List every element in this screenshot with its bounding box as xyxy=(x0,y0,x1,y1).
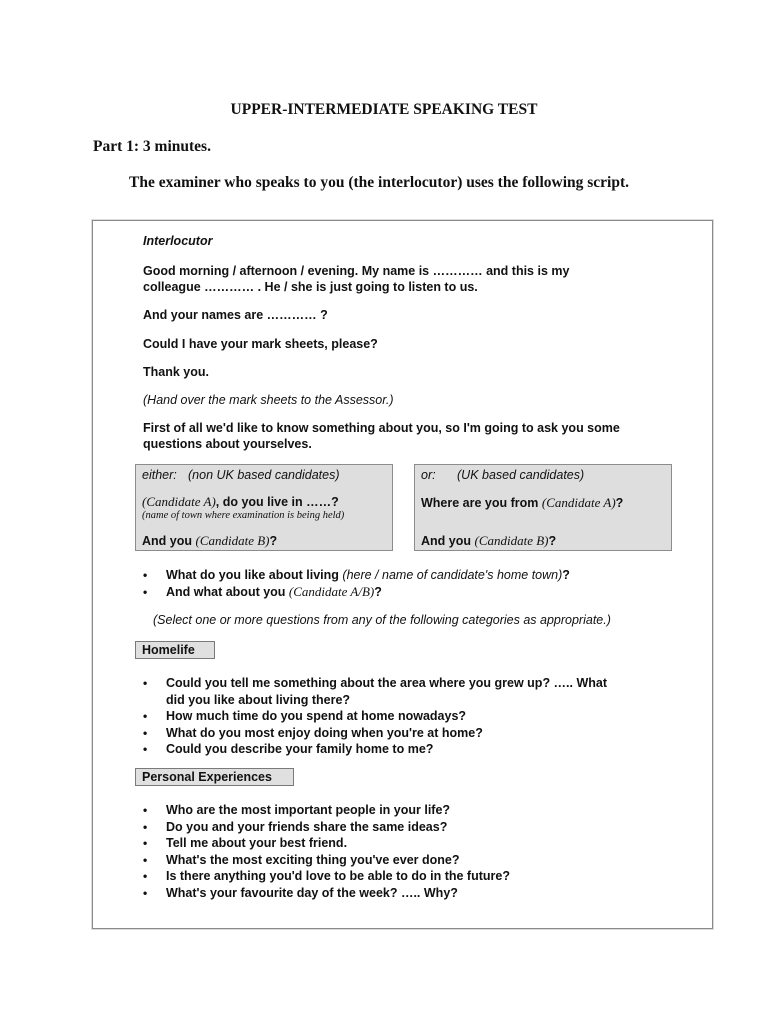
list-item xyxy=(143,675,673,708)
candidate-a-ref: (Candidate A) xyxy=(142,494,216,509)
list-item xyxy=(143,819,673,836)
qmark: ? xyxy=(374,584,382,599)
list-item xyxy=(143,708,673,725)
list-item xyxy=(143,835,673,852)
bullet: • xyxy=(143,725,148,740)
script-frame xyxy=(92,220,713,929)
bullet-text: Who are the most important people in your life? xyxy=(166,803,451,817)
bullet: • xyxy=(143,803,148,817)
qmark: ? xyxy=(548,534,557,548)
either-label: either: xyxy=(142,468,177,482)
qmark: ? xyxy=(269,534,278,548)
candidate-a-ref: (Candidate A) xyxy=(541,495,616,510)
bullet: • xyxy=(143,819,148,834)
town-note: (name of town where examination is being held) xyxy=(142,510,345,521)
bullet-text: What's the most exciting thing you've ever done? xyxy=(166,852,460,867)
bullet-text: How much time do you spend at home nowadays? xyxy=(166,709,467,723)
bullet: • xyxy=(143,852,148,867)
list-item xyxy=(143,567,673,584)
homelife-list xyxy=(143,675,673,758)
bullet-text: Is there anything you'd love to be able to do in the future? xyxy=(166,869,510,883)
uk-group-label: (UK based candidates) xyxy=(457,468,585,482)
bullet-text: Could you tell me something about the area where you grew up? ….. What xyxy=(166,676,608,690)
intro-text: The examiner who speaks to you (the interlocutor) uses the following script. xyxy=(129,174,629,191)
bullet: • xyxy=(143,584,148,599)
list-item xyxy=(143,802,673,819)
interlocutor-heading: Interlocutor xyxy=(143,234,213,248)
bullet-text-cont: did you like about living there? xyxy=(166,692,351,707)
bullet: • xyxy=(143,676,148,690)
list-item xyxy=(143,868,673,885)
follow-up-list xyxy=(143,567,673,600)
qmark: ? xyxy=(615,496,624,510)
hand-over-instruction: (Hand over the mark sheets to the Assessor.) xyxy=(143,393,394,407)
live-in-text: , do you live in ……? xyxy=(215,495,339,509)
first-of-all-line-2: questions about yourselves. xyxy=(143,437,312,451)
bullet-text: What do you most enjoy doing when you're at home? xyxy=(166,725,483,740)
thank-you: Thank you. xyxy=(143,365,209,379)
bullet: • xyxy=(143,869,148,883)
list-item xyxy=(143,725,673,742)
list-item xyxy=(143,885,673,902)
live-in-question xyxy=(142,494,339,510)
names-question: And your names are ………… ? xyxy=(143,308,328,322)
candidate-ab-ref: (Candidate A/B) xyxy=(288,583,375,599)
greeting-line-1: Good morning / afternoon / evening. My name is ………… and this is my xyxy=(143,264,570,278)
list-item xyxy=(143,741,673,758)
list-item xyxy=(143,852,673,869)
bullet-text: Do you and your friends share the same ideas? xyxy=(166,819,448,834)
greeting-line-2: colleague ………… . He / she is just going to listen to us. xyxy=(143,280,478,294)
bullet-text: What do you like about living xyxy=(166,568,339,582)
first-of-all-line-1: First of all we'd like to know something about you, so I'm going to ask you some xyxy=(143,421,620,435)
and-you-text: And you xyxy=(421,534,471,548)
select-instruction: (Select one or more questions from any of the following categories as appropriate.) xyxy=(153,613,611,627)
candidate-b-ref: (Candidate B) xyxy=(474,533,549,548)
where-from-question xyxy=(421,495,623,511)
and-you-right xyxy=(421,533,556,549)
bullet: • xyxy=(143,836,148,850)
mark-sheets-question: Could I have your mark sheets, please? xyxy=(143,337,378,351)
candidate-b-ref: (Candidate B) xyxy=(195,533,270,548)
bullet: • xyxy=(143,885,148,900)
bullet: • xyxy=(143,742,148,756)
and-you-text: And you xyxy=(142,534,192,548)
document-title: UPPER-INTERMEDIATE SPEAKING TEST xyxy=(230,101,538,118)
bullet: • xyxy=(143,568,148,582)
non-uk-candidates-box xyxy=(135,464,393,551)
uk-candidates-box xyxy=(414,464,672,551)
bullet-text: Could you describe your family home to me? xyxy=(166,742,434,756)
bullet: • xyxy=(143,709,148,723)
bullet-text: And what about you xyxy=(166,584,286,599)
or-label: or: xyxy=(421,468,436,482)
qmark: ? xyxy=(562,568,570,582)
list-item xyxy=(143,584,673,601)
and-you-left xyxy=(142,533,277,549)
personal-experiences-label: Personal Experiences xyxy=(135,768,294,786)
where-from-text: Where are you from xyxy=(421,496,539,510)
home-town-note: (here / name of candidate's home town) xyxy=(342,568,563,582)
bullet-text: Tell me about your best friend. xyxy=(166,836,348,850)
bullet-text: What's your favourite day of the week? ….. Why? xyxy=(166,885,458,900)
homelife-label: Homelife xyxy=(135,641,215,659)
personal-experiences-list xyxy=(143,802,673,901)
non-uk-group-label: (non UK based candidates) xyxy=(188,468,340,482)
part-heading: Part 1: 3 minutes. xyxy=(93,138,211,155)
